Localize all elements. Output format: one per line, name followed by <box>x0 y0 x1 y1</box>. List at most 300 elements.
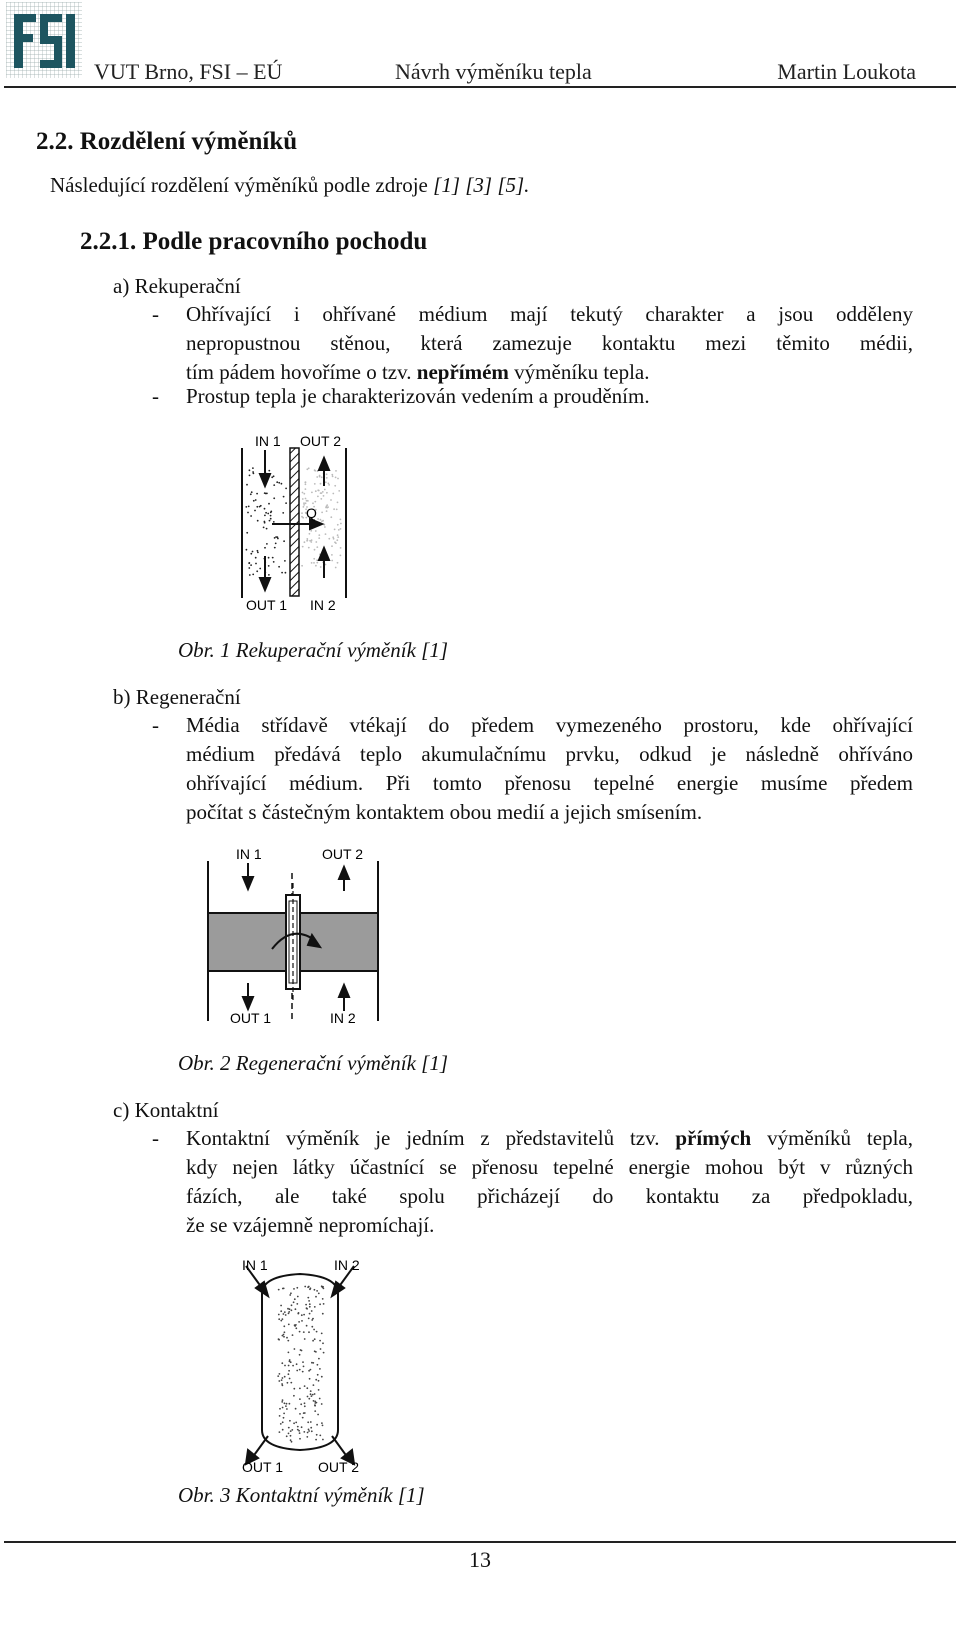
stipple-dot <box>309 533 311 535</box>
bullet-a2: Prostup tepla je charakterizován vedením a prouděním. <box>186 384 650 408</box>
bold-term: nepřímém <box>416 360 509 384</box>
stipple-dot <box>246 484 248 486</box>
stipple-dot <box>314 1393 316 1395</box>
header-rule <box>4 86 956 88</box>
stipple-dot <box>259 506 261 508</box>
stipple-dot <box>282 1377 284 1379</box>
figure-1-caption: Obr. 1 Rekuperační výměník [1] <box>178 638 449 662</box>
stipple-dot <box>332 536 334 538</box>
stipple-dot <box>296 1287 298 1289</box>
stipple-dot <box>296 1363 298 1365</box>
stipple-dot <box>259 568 261 570</box>
stipple-dot <box>250 553 252 555</box>
stipple-dot <box>301 1426 303 1428</box>
stipple-dot <box>269 520 271 522</box>
stipple-dot <box>340 528 342 530</box>
stipple-dot <box>281 483 283 485</box>
stipple-dot <box>318 534 320 536</box>
stipple-dot <box>283 1336 285 1338</box>
stipple-dot <box>295 1408 297 1410</box>
stipple-dot <box>299 1331 301 1333</box>
stipple-dot <box>309 1313 311 1315</box>
stipple-dot <box>320 519 322 521</box>
figure-recuperative-exchanger <box>230 428 390 618</box>
stipple-dot <box>303 1366 305 1368</box>
stipple-dot <box>284 1402 286 1404</box>
stipple-dot <box>301 565 303 567</box>
intro-text: Následující rozdělení výměníků podle zdroje <box>50 173 434 197</box>
stipple-dot <box>301 512 303 514</box>
stipple-dot <box>312 502 314 504</box>
stipple-dot <box>277 1375 279 1377</box>
stipple-dot <box>303 1431 305 1433</box>
stipple-dot <box>335 470 337 472</box>
stipple-dot <box>264 508 266 510</box>
stipple-dot <box>320 1348 322 1350</box>
stipple-dot <box>322 1342 324 1344</box>
bullet-c1-line-last: že se vzájemně nepromíchají. <box>186 1213 435 1237</box>
stipple-dot <box>316 1290 318 1292</box>
stipple-dot <box>279 1408 281 1410</box>
stipple-dot <box>255 499 257 501</box>
stipple-dot <box>316 476 318 478</box>
stipple-dot <box>316 1424 318 1426</box>
stipple-dot <box>288 1433 290 1435</box>
stipple-dot <box>331 554 333 556</box>
stipple-dot <box>308 1429 310 1431</box>
stipple-dot <box>288 1311 290 1313</box>
stipple-dot <box>289 1308 291 1310</box>
stipple-dot <box>340 523 342 525</box>
stipple-dot <box>279 1415 281 1417</box>
stipple-dot <box>304 1412 306 1414</box>
bullet-c1 <box>186 1124 913 1240</box>
stipple-dot <box>288 1370 290 1372</box>
stipple-dot <box>314 483 316 485</box>
stipple-dot <box>325 481 327 483</box>
stipple-dot <box>306 468 308 470</box>
bullet-b1-line: ohřívající médium. Při tomto přenosu tepelné energie musíme předem <box>186 771 913 795</box>
stipple-dot <box>317 1374 319 1376</box>
stipple-dot <box>322 1439 324 1441</box>
stipple-dot <box>292 1365 294 1367</box>
stipple-dot <box>311 1395 313 1397</box>
stipple-dot <box>275 543 277 545</box>
stipple-dot <box>307 1421 309 1423</box>
stipple-dot <box>308 1398 310 1400</box>
stipple-dot <box>323 1352 325 1354</box>
stipple-dot <box>278 482 280 484</box>
stipple-dot <box>285 502 287 504</box>
fig2-label-in2: IN 2 <box>330 1010 356 1026</box>
stipple-dot <box>265 493 267 495</box>
stipple-dot <box>332 493 334 495</box>
stipple-dot <box>278 1380 280 1382</box>
stipple-dot <box>290 1435 292 1437</box>
stipple-dot <box>299 1369 301 1371</box>
stipple-dot <box>304 1338 306 1340</box>
stipple-dot <box>308 1300 310 1302</box>
stipple-dot <box>330 516 332 518</box>
stipple-dot <box>340 547 342 549</box>
item-label-b: b) Regenerační <box>113 685 241 709</box>
bullet-b1 <box>186 711 913 827</box>
stipple-dot <box>272 557 274 559</box>
stipple-dot <box>303 1314 305 1316</box>
stipple-dot <box>303 506 305 508</box>
stipple-dot <box>314 1338 316 1340</box>
stipple-dot <box>302 498 304 500</box>
stipple-dot <box>302 546 304 548</box>
bullet-b1-line-last: počítat s částečným kontaktem obou medií a jejich smísením. <box>186 800 703 824</box>
stipple-dot <box>317 496 319 498</box>
stipple-dot <box>334 529 336 531</box>
stipple-dot <box>291 1429 293 1431</box>
stipple-dot <box>264 547 266 549</box>
stipple-dot <box>299 1438 301 1440</box>
stipple-dot <box>310 1393 312 1395</box>
stipple-dot <box>273 521 275 523</box>
stipple-dot <box>326 492 328 494</box>
stipple-dot <box>294 1348 296 1350</box>
stipple-dot <box>310 1427 312 1429</box>
stipple-dot <box>282 1407 284 1409</box>
stipple-dot <box>318 1380 320 1382</box>
stipple-dot <box>299 1398 301 1400</box>
stipple-dot <box>323 1288 325 1290</box>
stipple-dot <box>305 1304 307 1306</box>
stipple-dot <box>313 1384 315 1386</box>
stipple-dot <box>333 508 335 510</box>
stipple-dot <box>322 1313 324 1315</box>
stipple-dot <box>287 1340 289 1342</box>
stipple-dot <box>330 499 332 501</box>
stipple-dot <box>295 1308 297 1310</box>
stipple-dot <box>296 1303 298 1305</box>
stipple-dot <box>300 1403 302 1405</box>
stipple-dot <box>246 549 248 551</box>
stipple-dot <box>309 1288 311 1290</box>
stipple-dot <box>314 549 316 551</box>
stipple-dot <box>266 528 268 530</box>
fsi-logo <box>6 2 82 78</box>
fig1-label-out2: OUT 2 <box>300 433 341 449</box>
fig1-label-out1: OUT 1 <box>246 597 287 613</box>
stipple-dot <box>253 500 255 502</box>
stipple-dot <box>319 476 321 478</box>
bullet-c1-line-first: Kontaktní výměník je jedním z představitelů tzv. přímých výměníků tepla, <box>186 1126 913 1150</box>
stipple-dot <box>278 1314 280 1316</box>
stipple-dot <box>252 467 254 469</box>
stipple-dot <box>326 510 328 512</box>
stipple-dot <box>249 469 251 471</box>
stipple-dot <box>335 477 337 479</box>
stipple-dot <box>248 506 250 508</box>
stipple-dot <box>250 564 252 566</box>
stipple-dot <box>310 1421 312 1423</box>
stipple-dot <box>276 481 278 483</box>
page-number: 13 <box>469 1547 491 1572</box>
fig3-label-out1: OUT 1 <box>242 1459 283 1475</box>
stipple-dot <box>270 511 272 513</box>
stipple-dot <box>292 1334 294 1336</box>
stipple-dot <box>319 1398 321 1400</box>
stipple-dot <box>265 512 267 514</box>
bullet-a1 <box>186 300 913 387</box>
stipple-dot <box>328 538 330 540</box>
stipple-dot <box>290 1292 292 1294</box>
stipple-dot <box>311 492 313 494</box>
stipple-dot <box>274 537 276 539</box>
stipple-dot <box>256 506 258 508</box>
stipple-dot <box>268 565 270 567</box>
stipple-dot <box>301 1314 303 1316</box>
stipple-dot <box>287 1382 289 1384</box>
stipple-dot <box>288 1373 290 1375</box>
stipple-dot <box>335 567 337 569</box>
stipple-dot <box>293 1422 295 1424</box>
stipple-dot <box>298 1430 300 1432</box>
bullet-c1-line: kdy nejen látky účastnící se přenosu tepelné energie mohou být v různých <box>186 1155 913 1179</box>
stipple-dot <box>282 1288 284 1290</box>
stipple-dot <box>316 1331 318 1333</box>
stipple-dot <box>295 1327 297 1329</box>
stipple-dot <box>255 563 257 565</box>
stipple-dot <box>311 562 313 564</box>
stipple-dot <box>294 1298 296 1300</box>
stipple-dot <box>281 1362 283 1364</box>
stipple-dot <box>304 1405 306 1407</box>
stipple-dot <box>268 557 270 559</box>
fig2-label-out1: OUT 1 <box>230 1010 271 1026</box>
stipple-dot <box>320 483 322 485</box>
stipple-dot <box>316 1434 318 1436</box>
stipple-dot <box>290 1439 292 1441</box>
header-institution: VUT Brno, FSI – EÚ <box>94 59 283 84</box>
stipple-dot <box>286 1435 288 1437</box>
stipple-dot <box>285 1314 287 1316</box>
stipple-dot <box>283 496 285 498</box>
stipple-dot <box>337 562 339 564</box>
stipple-dot <box>336 539 338 541</box>
figure-regenerative-exchanger <box>200 843 390 1033</box>
stipple-dot <box>319 1303 321 1305</box>
intro-refs: [1] [3] [5]. <box>433 173 530 197</box>
stipple-dot <box>309 1303 311 1305</box>
bullet-dash: - <box>152 713 159 737</box>
header-title: Návrh výměníku tepla <box>395 59 592 84</box>
stipple-dot <box>315 1296 317 1298</box>
stipple-dot <box>331 545 333 547</box>
stipple-dot <box>319 1368 321 1370</box>
stipple-dot <box>288 1324 290 1326</box>
stipple-dot <box>281 1379 283 1381</box>
fig3-label-in2: IN 2 <box>334 1257 360 1273</box>
stipple-dot <box>306 1436 308 1438</box>
stipple-dot <box>316 562 318 564</box>
stipple-dot <box>252 574 254 576</box>
stipple-dot <box>314 1306 316 1308</box>
stipple-dot <box>302 517 304 519</box>
stipple-dot <box>315 1439 317 1441</box>
stipple-dot <box>257 550 259 552</box>
stipple-dot <box>284 1376 286 1378</box>
stipple-dot <box>304 1286 306 1288</box>
bullet-b1-line: médium předává teplo akumulačnímu prvku, odkud je následně ohříváno <box>186 742 913 766</box>
stipple-dot <box>307 1396 309 1398</box>
stipple-dot <box>337 502 339 504</box>
stipple-dot <box>280 1310 282 1312</box>
bold-term: přímých <box>675 1126 752 1150</box>
stipple-dot <box>304 541 306 543</box>
fig3-label-out2: OUT 2 <box>318 1459 359 1475</box>
stipple-dot <box>283 540 285 542</box>
stipple-dot <box>317 1414 319 1416</box>
stipple-dot <box>300 1349 302 1351</box>
bullet-dash: - <box>152 1126 159 1150</box>
stipple-dot <box>313 1329 315 1331</box>
stipple-dot <box>299 1413 301 1415</box>
bullet-b1-line: Média střídavě vtékají do předem vymezeného prostoru, kde ohřívající <box>186 713 913 737</box>
stipple-dot <box>318 490 320 492</box>
stipple-dot <box>318 1358 320 1360</box>
stipple-dot <box>323 495 325 497</box>
stipple-dot <box>322 1298 324 1300</box>
stipple-dot <box>340 519 342 521</box>
stipple-dot <box>306 538 308 540</box>
stipple-dot <box>281 1401 283 1403</box>
stipple-dot <box>252 471 254 473</box>
section-heading: 2.2. Rozdělení výměníků <box>36 128 298 155</box>
stipple-dot <box>281 572 283 574</box>
stipple-dot <box>331 560 333 562</box>
stipple-dot <box>304 1402 306 1404</box>
stipple-dot <box>289 1294 291 1296</box>
stipple-dot <box>295 1422 297 1424</box>
stipple-dot <box>268 503 270 505</box>
stipple-dot <box>337 478 339 480</box>
stipple-dot <box>297 1296 299 1298</box>
bullet-c1-line: fázích, ale také spolu přicházejí do kontaktu za předpokladu, <box>186 1184 913 1208</box>
stipple-dot <box>286 1403 288 1405</box>
stipple-dot <box>308 1286 310 1288</box>
stipple-dot <box>311 1310 313 1312</box>
stipple-dot <box>306 1307 308 1309</box>
stipple-dot <box>284 1331 286 1333</box>
stipple-dot <box>284 1311 286 1313</box>
stipple-dot <box>279 1431 281 1433</box>
stipple-dot <box>251 491 253 493</box>
stipple-dot <box>302 1371 304 1373</box>
stipple-dot <box>285 1405 287 1407</box>
stipple-dot <box>291 1309 293 1311</box>
stipple-dot <box>315 1379 317 1381</box>
figure-3-caption: Obr. 3 Kontaktní výměník [1] <box>178 1483 425 1507</box>
stipple-dot <box>285 572 287 574</box>
stipple-dot <box>313 562 315 564</box>
fig2-label-in1: IN 1 <box>236 846 262 862</box>
stipple-dot <box>321 1376 323 1378</box>
stipple-dot <box>307 1297 309 1299</box>
stipple-dot <box>280 1320 282 1322</box>
item-label-c: c) Kontaktní <box>113 1098 219 1122</box>
stipple-dot <box>311 1362 313 1364</box>
fig1-label-in2: IN 2 <box>310 597 336 613</box>
stipple-dot <box>310 530 312 532</box>
stipple-dot <box>273 561 275 563</box>
stipple-dot <box>298 1321 300 1323</box>
stipple-dot <box>289 1360 291 1362</box>
stipple-dot <box>289 1420 291 1422</box>
fig1-label-in1: IN 1 <box>255 433 281 449</box>
stipple-dot <box>267 513 269 515</box>
stipple-dot <box>321 1403 323 1405</box>
stipple-dot <box>308 1318 310 1320</box>
stipple-dot <box>340 555 342 557</box>
stipple-dot <box>318 1389 320 1391</box>
stipple-dot <box>297 1313 299 1315</box>
stipple-dot <box>312 1394 314 1396</box>
stipple-dot <box>289 1378 291 1380</box>
stipple-dot <box>334 485 336 487</box>
stipple-dot <box>255 557 257 559</box>
stipple-dot <box>256 493 258 495</box>
stipple-dot <box>314 1401 316 1403</box>
stipple-dot <box>315 490 317 492</box>
stipple-dot <box>303 1331 305 1333</box>
stipple-dot <box>313 558 315 560</box>
stipple-dot <box>321 1422 323 1424</box>
stipple-dot <box>278 566 280 568</box>
stipple-dot <box>309 1378 311 1380</box>
stipple-dot <box>337 534 339 536</box>
stipple-dot <box>275 536 277 538</box>
stipple-dot <box>297 1426 299 1428</box>
stipple-dot <box>326 473 328 475</box>
stipple-dot <box>280 1305 282 1307</box>
fig2-label-out2: OUT 2 <box>322 846 363 862</box>
stipple-dot <box>306 1325 308 1327</box>
stipple-dot <box>311 1326 313 1328</box>
stipple-dot <box>338 490 340 492</box>
stipple-dot <box>293 1288 295 1290</box>
stipple-dot <box>303 502 305 504</box>
stipple-dot <box>282 1421 284 1423</box>
stipple-dot <box>288 1427 290 1429</box>
stipple-dot <box>268 470 270 472</box>
stipple-dot <box>324 489 326 491</box>
stipple-dot <box>314 470 316 472</box>
stipple-dot <box>336 509 338 511</box>
stipple-dot <box>302 492 304 494</box>
stipple-dot <box>249 475 251 477</box>
stipple-dot <box>273 484 275 486</box>
stipple-dot <box>288 1365 290 1367</box>
stipple-dot <box>266 543 268 545</box>
stipple-dot <box>263 527 265 529</box>
stipple-dot <box>308 547 310 549</box>
stipple-dot <box>282 1318 284 1320</box>
stipple-dot <box>278 1289 280 1291</box>
figure-2-caption: Obr. 2 Regenerační výměník [1] <box>178 1051 449 1075</box>
stipple-dot <box>283 1413 285 1415</box>
header-author: Martin Loukota <box>777 59 916 84</box>
stipple-dot <box>308 1430 310 1432</box>
fig1-label-q: Q <box>306 505 317 521</box>
stipple-dot <box>315 541 317 543</box>
stipple-dot <box>291 1304 293 1306</box>
stipple-dot <box>337 524 339 526</box>
